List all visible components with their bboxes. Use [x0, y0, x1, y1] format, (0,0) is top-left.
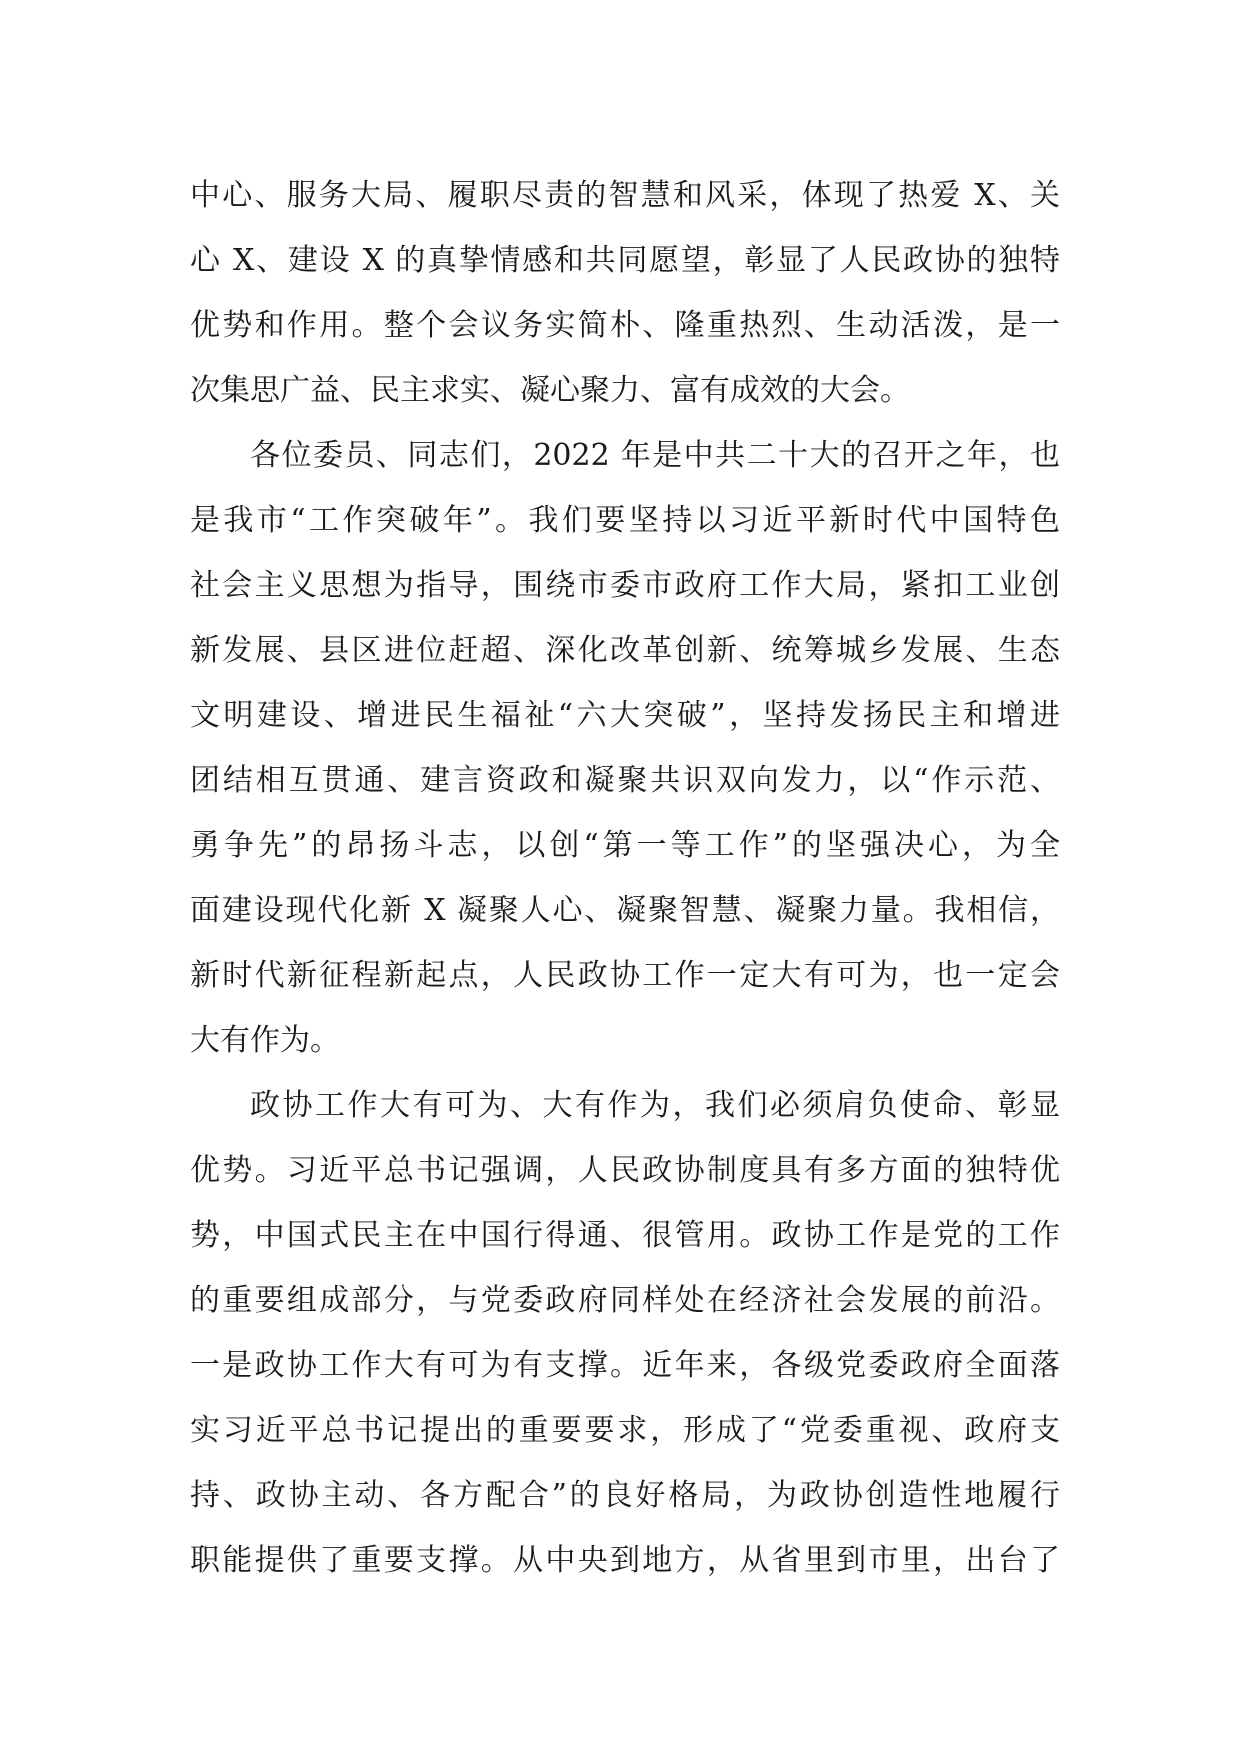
text-line: 是我市“工作突破年”。我们要坚持以习近平新时代中国特色 — [190, 503, 1060, 538]
text-line: 社会主义思想为指导，围绕市委市政府工作大局，紧扣工业创 — [190, 568, 1060, 603]
text-line: 持、政协主动、各方配合”的良好格局，为政协创造性地履行 — [190, 1478, 1060, 1513]
text-line: 中心、服务大局、履职尽责的智慧和风采，体现了热爱 X、关 — [190, 178, 1060, 213]
text-line: 面建设现代化新 X 凝聚人心、凝聚智慧、凝聚力量。我相信， — [190, 893, 1060, 928]
text-line: 文明建设、增进民生福祉“六大突破”，坚持发扬民主和增进 — [190, 698, 1060, 733]
text-line: 势，中国式民主在中国行得通、很管用。政协工作是党的工作 — [190, 1218, 1060, 1253]
text-line: 职能提供了重要支撑。从中央到地方，从省里到市里，出台了 — [190, 1543, 1060, 1578]
text-line: 团结相互贯通、建言资政和凝聚共识双向发力，以“作示范、 — [190, 763, 1060, 798]
text-line: 新发展、县区进位赶超、深化改革创新、统筹城乡发展、生态 — [190, 633, 1060, 668]
text-line: 优势和作用。整个会议务实简朴、隆重热烈、生动活泼，是一 — [190, 308, 1060, 343]
paragraph-start-line: 政协工作大有可为、大有作为，我们必须肩负使命、彰显 — [250, 1088, 1060, 1123]
text-line: 心 X、建设 X 的真挚情感和共同愿望，彰显了人民政协的独特 — [190, 243, 1060, 278]
text-line: 大有作为。 — [190, 1023, 340, 1058]
paragraph-start-line: 各位委员、同志们，2022 年是中共二十大的召开之年，也 — [250, 438, 1060, 473]
text-line: 一是政协工作大有可为有支撑。近年来，各级党委政府全面落 — [190, 1348, 1060, 1383]
text-line: 的重要组成部分，与党委政府同样处在经济社会发展的前沿。 — [190, 1283, 1060, 1318]
text-line: 新时代新征程新起点，人民政协工作一定大有可为，也一定会 — [190, 958, 1060, 993]
text-line: 优势。习近平总书记强调，人民政协制度具有多方面的独特优 — [190, 1153, 1060, 1188]
text-line: 勇争先”的昂扬斗志，以创“第一等工作”的坚强决心，为全 — [190, 828, 1060, 863]
text-line: 实习近平总书记提出的重要要求，形成了“党委重视、政府支 — [190, 1413, 1060, 1448]
text-line: 次集思广益、民主求实、凝心聚力、富有成效的大会。 — [190, 373, 910, 408]
document-body — [190, 163, 1060, 1593]
